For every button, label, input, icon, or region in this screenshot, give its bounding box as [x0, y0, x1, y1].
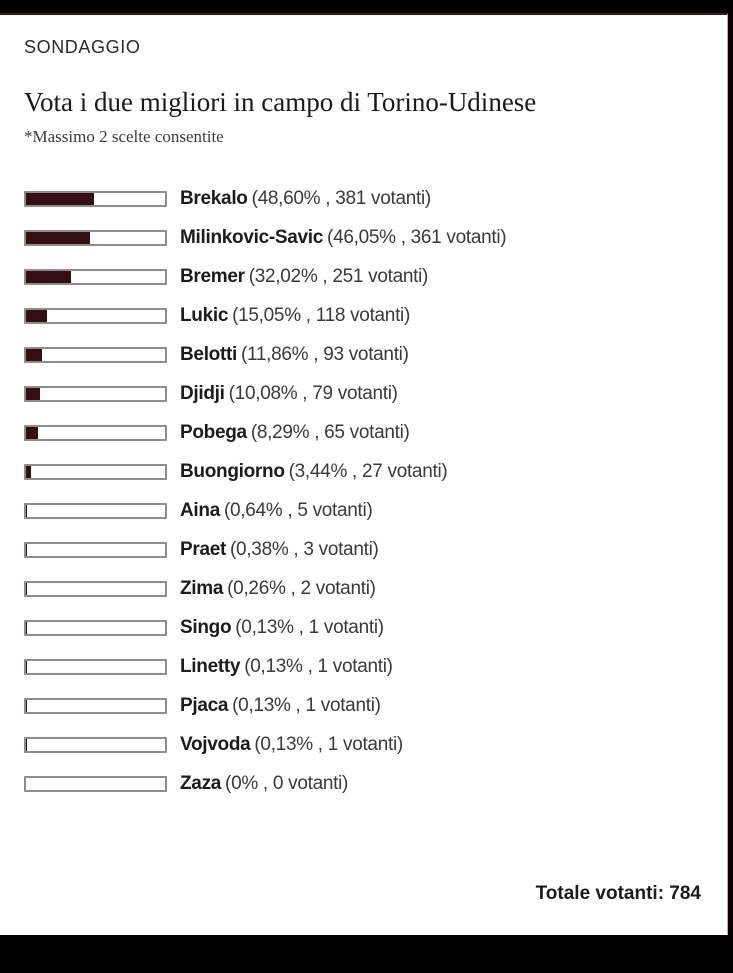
poll-option-bar-fill [26, 427, 38, 439]
poll-option-row [24, 500, 703, 522]
poll-option-name: Singo [180, 617, 232, 639]
poll-option-detail: (0,38% , 3 votanti) [230, 539, 379, 561]
poll-option-detail: (8,29% , 65 votanti) [250, 422, 410, 444]
poll-option-bar-fill [26, 271, 71, 283]
poll-option-name: Brekalo [180, 188, 248, 210]
poll-option-label [180, 266, 428, 288]
poll-option-bar [24, 776, 167, 792]
poll-option-name: Belotti [180, 344, 238, 366]
poll-option-name: Praet [180, 539, 227, 561]
poll-option-row [24, 383, 703, 405]
poll-option-bar [24, 659, 167, 675]
poll-option-name: Aina [180, 500, 220, 522]
poll-option-row [24, 344, 703, 366]
poll-option-label [180, 188, 431, 210]
section-kicker: SONDAGGIO [24, 37, 141, 57]
poll-option-label [180, 734, 403, 756]
poll-option-bar [24, 503, 167, 519]
poll-option-detail: (46,05% , 361 votanti) [327, 227, 507, 249]
poll-option-detail: (0,13% , 1 votanti) [235, 617, 384, 639]
poll-option-label [180, 227, 506, 249]
poll-option-bar [24, 620, 167, 636]
poll-option-detail: (11,86% , 93 votanti) [241, 344, 409, 366]
poll-option-name: Bremer [180, 266, 245, 288]
poll-option-label [180, 578, 376, 600]
total-voters-label: Totale votanti: 784 [535, 883, 701, 904]
poll-option-name: Lukic [180, 305, 229, 327]
poll-option-bar [24, 464, 167, 480]
poll-option-bar-fill [26, 310, 47, 322]
poll-option-label [180, 383, 398, 405]
poll-option-detail: (0,13% , 1 votanti) [232, 695, 381, 717]
poll-option-detail: (48,60% , 381 votanti) [251, 188, 431, 210]
poll-option-bar [24, 386, 167, 402]
poll-option-label [180, 344, 409, 366]
poll-option-detail: (0% , 0 votanti) [225, 773, 349, 795]
poll-subtitle: *Massimo 2 scelte consentite [24, 126, 224, 146]
poll-option-name: Pjaca [180, 695, 229, 717]
poll-option-label [180, 305, 410, 327]
poll-option-row [24, 227, 703, 249]
poll-option-row [24, 188, 703, 210]
poll-option-name: Vojvoda [180, 734, 251, 756]
poll-option-bar-fill [26, 505, 27, 517]
poll-option-row [24, 695, 703, 717]
poll-option-label [180, 461, 447, 483]
poll-option-bar [24, 698, 167, 714]
poll-option-detail: (3,44% , 27 votanti) [288, 461, 448, 483]
poll-option-bar [24, 191, 167, 207]
poll-option-detail: (0,26% , 2 votanti) [227, 578, 376, 600]
poll-option-bar [24, 542, 167, 558]
poll-option-name: Linetty [180, 656, 241, 678]
poll-option-name: Buongiorno [180, 461, 285, 483]
poll-option-bar-fill [26, 466, 31, 478]
poll-option-detail: (10,08% , 79 votanti) [228, 383, 398, 405]
poll-option-row [24, 539, 703, 561]
poll-option-label [180, 422, 410, 444]
poll-option-bar [24, 425, 167, 441]
poll-widget [0, 13, 728, 935]
poll-option-detail: (0,64% , 5 votanti) [223, 500, 373, 522]
poll-option-row [24, 734, 703, 756]
poll-option-row [24, 656, 703, 678]
poll-option-bar [24, 230, 167, 246]
poll-option-label [180, 617, 384, 639]
poll-option-bar-fill [26, 193, 94, 205]
poll-option-row [24, 773, 703, 795]
poll-title: Vota i due migliori in campo di Torino-Udinese [24, 87, 537, 117]
poll-option-name: Milinkovic-Savic [180, 227, 324, 249]
poll-option-bar [24, 269, 167, 285]
poll-option-label [180, 500, 372, 522]
poll-option-bar-fill [26, 388, 40, 400]
poll-option-row [24, 578, 703, 600]
poll-option-row [24, 617, 703, 639]
poll-option-detail: (32,02% , 251 votanti) [248, 266, 429, 288]
poll-option-bar-fill [26, 349, 42, 361]
poll-option-row [24, 461, 703, 483]
poll-option-row [24, 422, 703, 444]
poll-option-detail: (0,13% , 1 votanti) [244, 656, 393, 678]
poll-option-detail: (15,05% , 118 votanti) [232, 305, 411, 327]
poll-option-bar [24, 737, 167, 753]
poll-option-name: Pobega [180, 422, 247, 444]
poll-option-name: Djidji [180, 383, 225, 405]
poll-option-label [180, 695, 381, 717]
poll-option-bar-fill [26, 544, 27, 556]
poll-option-name: Zaza [180, 773, 222, 795]
poll-option-row [24, 266, 703, 288]
poll-rows [24, 188, 703, 795]
poll-option-label [180, 773, 348, 795]
poll-option-detail: (0,13% , 1 votanti) [254, 734, 403, 756]
poll-option-row [24, 305, 703, 327]
poll-option-bar [24, 308, 167, 324]
poll-option-label [180, 539, 379, 561]
poll-option-label [180, 656, 393, 678]
poll-option-bar-fill [26, 232, 90, 244]
poll-option-bar [24, 347, 167, 363]
poll-option-bar [24, 581, 167, 597]
poll-option-name: Zima [180, 578, 224, 600]
